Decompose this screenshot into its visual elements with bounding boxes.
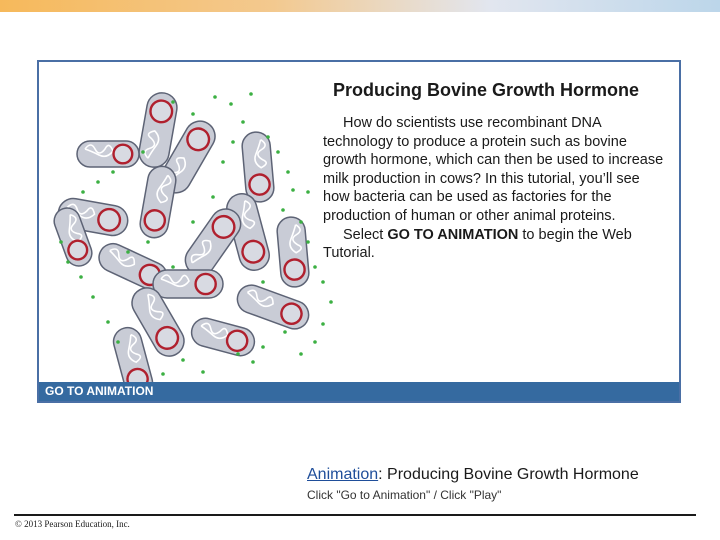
description-lead: How do scientists use recombinant DNA technology to produce a protein such as bovine growth hormone, which can then be used to increase milk production in cows? In this tutorial, you’ll see how bacteria can be used as factories for the production of human or other animal proteins.	[323, 115, 664, 224]
bacterium-cell	[138, 164, 178, 240]
protein-dot	[181, 358, 185, 362]
protein-dot	[321, 280, 325, 284]
bacterium-cell	[233, 281, 312, 333]
protein-dot	[126, 250, 130, 254]
bottom-divider	[14, 514, 696, 516]
protein-dot	[59, 240, 63, 244]
panel-description	[323, 114, 668, 263]
protein-dot	[79, 275, 83, 279]
protein-dot	[116, 340, 120, 344]
protein-dot	[313, 265, 317, 269]
protein-dot	[211, 195, 215, 199]
protein-dot	[81, 190, 85, 194]
protein-dot	[241, 120, 245, 124]
protein-dot	[251, 360, 255, 364]
protein-dot	[106, 320, 110, 324]
protein-dot	[221, 160, 225, 164]
select-action-text: GO TO ANIMATION	[387, 226, 519, 243]
protein-dot	[171, 265, 175, 269]
protein-dot	[213, 95, 217, 99]
protein-dot	[236, 352, 240, 356]
protein-dot	[201, 370, 205, 374]
protein-dot	[261, 280, 265, 284]
bacterium-cell	[77, 141, 139, 167]
protein-dot	[146, 240, 150, 244]
bacterium-cell	[188, 315, 257, 359]
animation-link[interactable]: Animation	[307, 466, 379, 483]
protein-dot	[266, 135, 270, 139]
bacterium-cell	[153, 270, 223, 298]
bacterium-cell	[241, 131, 275, 203]
protein-dot	[229, 102, 233, 106]
protein-dot	[286, 170, 290, 174]
bacterium-cell	[276, 216, 310, 288]
go-to-animation-button[interactable]: GO TO ANIMATION	[39, 382, 679, 401]
protein-dot	[96, 180, 100, 184]
protein-dot	[283, 330, 287, 334]
bacteria-cluster-illustration	[53, 92, 343, 382]
protein-dot	[306, 240, 310, 244]
select-prefix: Select	[343, 226, 388, 243]
copyright-text: © 2013 Pearson Education, Inc.	[15, 519, 130, 529]
protein-dot	[281, 208, 285, 212]
top-accent-band	[0, 0, 720, 12]
protein-dot	[231, 140, 235, 144]
tutorial-content	[39, 62, 679, 384]
protein-dot	[66, 260, 70, 264]
select-suffix: to begin the Web Tutorial.	[323, 226, 632, 262]
protein-dot	[321, 322, 325, 326]
instructions-text: Click "Go to Animation" / Click "Play"	[307, 488, 502, 502]
protein-dot	[276, 150, 280, 154]
protein-dot	[161, 372, 165, 376]
tutorial-panel	[37, 60, 681, 403]
protein-dot	[261, 345, 265, 349]
protein-dot	[171, 100, 175, 104]
protein-dot	[313, 340, 317, 344]
protein-dot	[141, 150, 145, 154]
animation-caption	[307, 466, 639, 484]
protein-dot	[111, 170, 115, 174]
protein-dot	[191, 220, 195, 224]
protein-dot	[306, 190, 310, 194]
protein-dot	[299, 352, 303, 356]
caption-title: : Producing Bovine Growth Hormone	[378, 466, 639, 483]
protein-dot	[249, 92, 253, 96]
protein-dot	[329, 300, 333, 304]
panel-title: Producing Bovine Growth Hormone	[333, 80, 640, 100]
protein-dot	[291, 188, 295, 192]
protein-dot	[191, 112, 195, 116]
protein-dot	[299, 220, 303, 224]
protein-dot	[91, 295, 95, 299]
